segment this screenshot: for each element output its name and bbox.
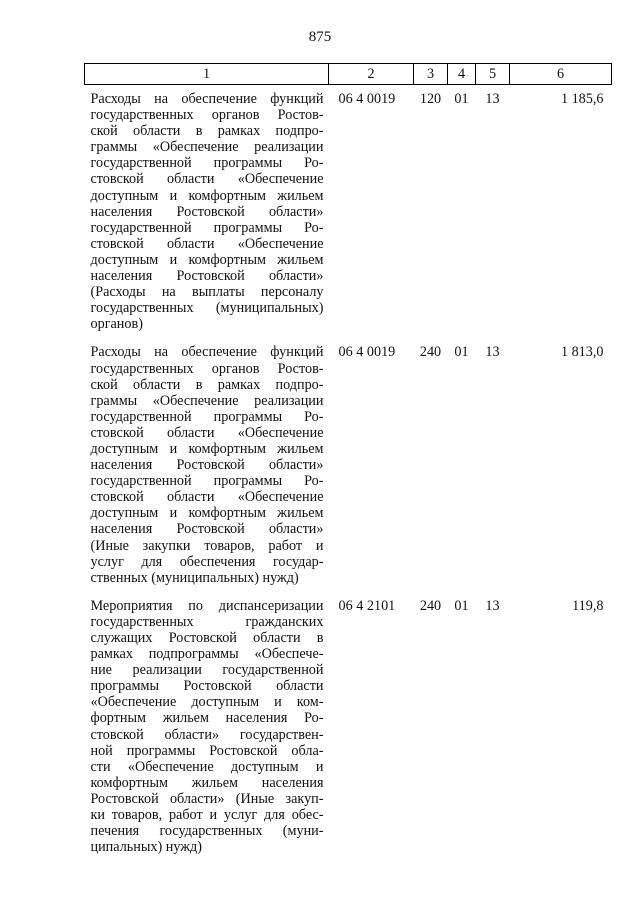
row-subsection: 13 (485, 597, 500, 614)
description-line: государственных (муниципальных) (90, 300, 324, 317)
description-line: населения Ростовской области» (90, 521, 324, 538)
table-row (85, 592, 612, 862)
description-line: государственных органов Ростов- (90, 107, 324, 124)
description-line: Ростовской области» (Иные закуп- (90, 790, 324, 807)
row-code: 06 4 0019 (338, 91, 396, 107)
description-line: государственной программы Ро- (90, 473, 324, 490)
budget-table (84, 63, 612, 861)
description-line: органов) (90, 316, 143, 333)
description-line: программы Ростовской области (90, 678, 324, 695)
description-line: государственных органов Ростов- (90, 360, 324, 377)
description-line: ной программы Ростовской обла- (90, 742, 324, 759)
row-section: 01 (454, 344, 469, 361)
description-line: стовской области «Обеспечение (90, 489, 324, 506)
row-amount: 1 813,0 (560, 344, 604, 361)
column-header-5: 5 (476, 64, 510, 85)
description-line: населения Ростовской области» (90, 457, 324, 474)
row-amount: 1 185,6 (560, 91, 604, 107)
table-row (85, 338, 612, 591)
description-line: сти «Обеспечение доступным и (90, 758, 324, 775)
description-line: Расходы на обеспечение функций (90, 91, 324, 107)
description-line: (Расходы на выплаты персоналу (90, 284, 324, 301)
row-subsection: 13 (485, 344, 500, 361)
table-header-row (85, 64, 612, 85)
description-line: граммы «Обеспечение реализации (90, 392, 324, 409)
column-header-6: 6 (510, 64, 612, 85)
row-expense-type: 120 (419, 91, 442, 107)
description-line: граммы «Обеспечение реализации (90, 139, 324, 156)
row-expense-type: 240 (419, 344, 442, 361)
row-section: 01 (454, 597, 469, 614)
column-header-2: 2 (329, 64, 414, 85)
description-line: (Иные закупки товаров, работ и (90, 537, 324, 554)
description-line: услуг для обеспечения государ- (90, 553, 324, 570)
description-line: ственных (муниципальных) нужд) (90, 569, 299, 586)
description-line: государственных гражданских (90, 613, 324, 630)
row-amount: 119,8 (572, 597, 604, 614)
description-line: доступным и комфортным жильем (90, 251, 324, 268)
description-line: населения Ростовской области» (90, 203, 324, 220)
table-row (85, 85, 612, 339)
description-line: «Обеспечение доступным и ком- (90, 694, 324, 711)
description-line: печения государственных (муни- (90, 823, 324, 840)
description-line: государственной программы Ро- (90, 155, 324, 172)
description-line: стовской области «Обеспечение (90, 235, 324, 252)
column-header-4: 4 (448, 64, 476, 85)
row-expense-type: 240 (419, 597, 442, 614)
row-section: 01 (454, 91, 469, 107)
description-line: комфортным жильем населения (90, 774, 324, 791)
description-line: Расходы на обеспечение функций (90, 344, 324, 361)
description-line: ской области в рамках подпро- (90, 123, 324, 140)
column-header-3: 3 (414, 64, 448, 85)
description-line: стовской области «Обеспечение (90, 424, 324, 441)
row-description (85, 592, 329, 862)
row-code: 06 4 2101 (338, 597, 396, 614)
description-line: служащих Ростовской области в (90, 630, 324, 646)
row-subsection: 13 (485, 91, 500, 107)
row-code: 06 4 0019 (338, 344, 396, 361)
description-line: государственной программы Ро- (90, 219, 324, 236)
description-line: рамках подпрограммы «Обеспече- (90, 646, 324, 663)
page-number: 875 (308, 29, 332, 45)
description-line: ки товаров, работ и услуг для обес- (90, 807, 324, 824)
description-line: доступным и комфортным жильем (90, 187, 324, 204)
description-line: стовской области «Обеспечение (90, 171, 324, 188)
description-line: государственной программы Ро- (90, 408, 324, 425)
description-line: доступным и комфортным жильем (90, 505, 324, 522)
description-line: фортным жильем населения Ро- (90, 710, 324, 727)
column-header-1: 1 (85, 64, 329, 85)
description-line: ние реализации государственной (90, 662, 324, 679)
row-description (85, 85, 329, 339)
description-line: ской области в рамках подпро- (90, 376, 324, 393)
description-line: стовской области» государствен- (90, 726, 324, 743)
description-line: ципальных) нужд) (90, 839, 202, 856)
description-line: населения Ростовской области» (90, 268, 324, 285)
description-line: доступным и комфортным жильем (90, 440, 324, 457)
row-description (85, 338, 329, 591)
description-line: Мероприятия по диспансеризации (90, 597, 324, 614)
